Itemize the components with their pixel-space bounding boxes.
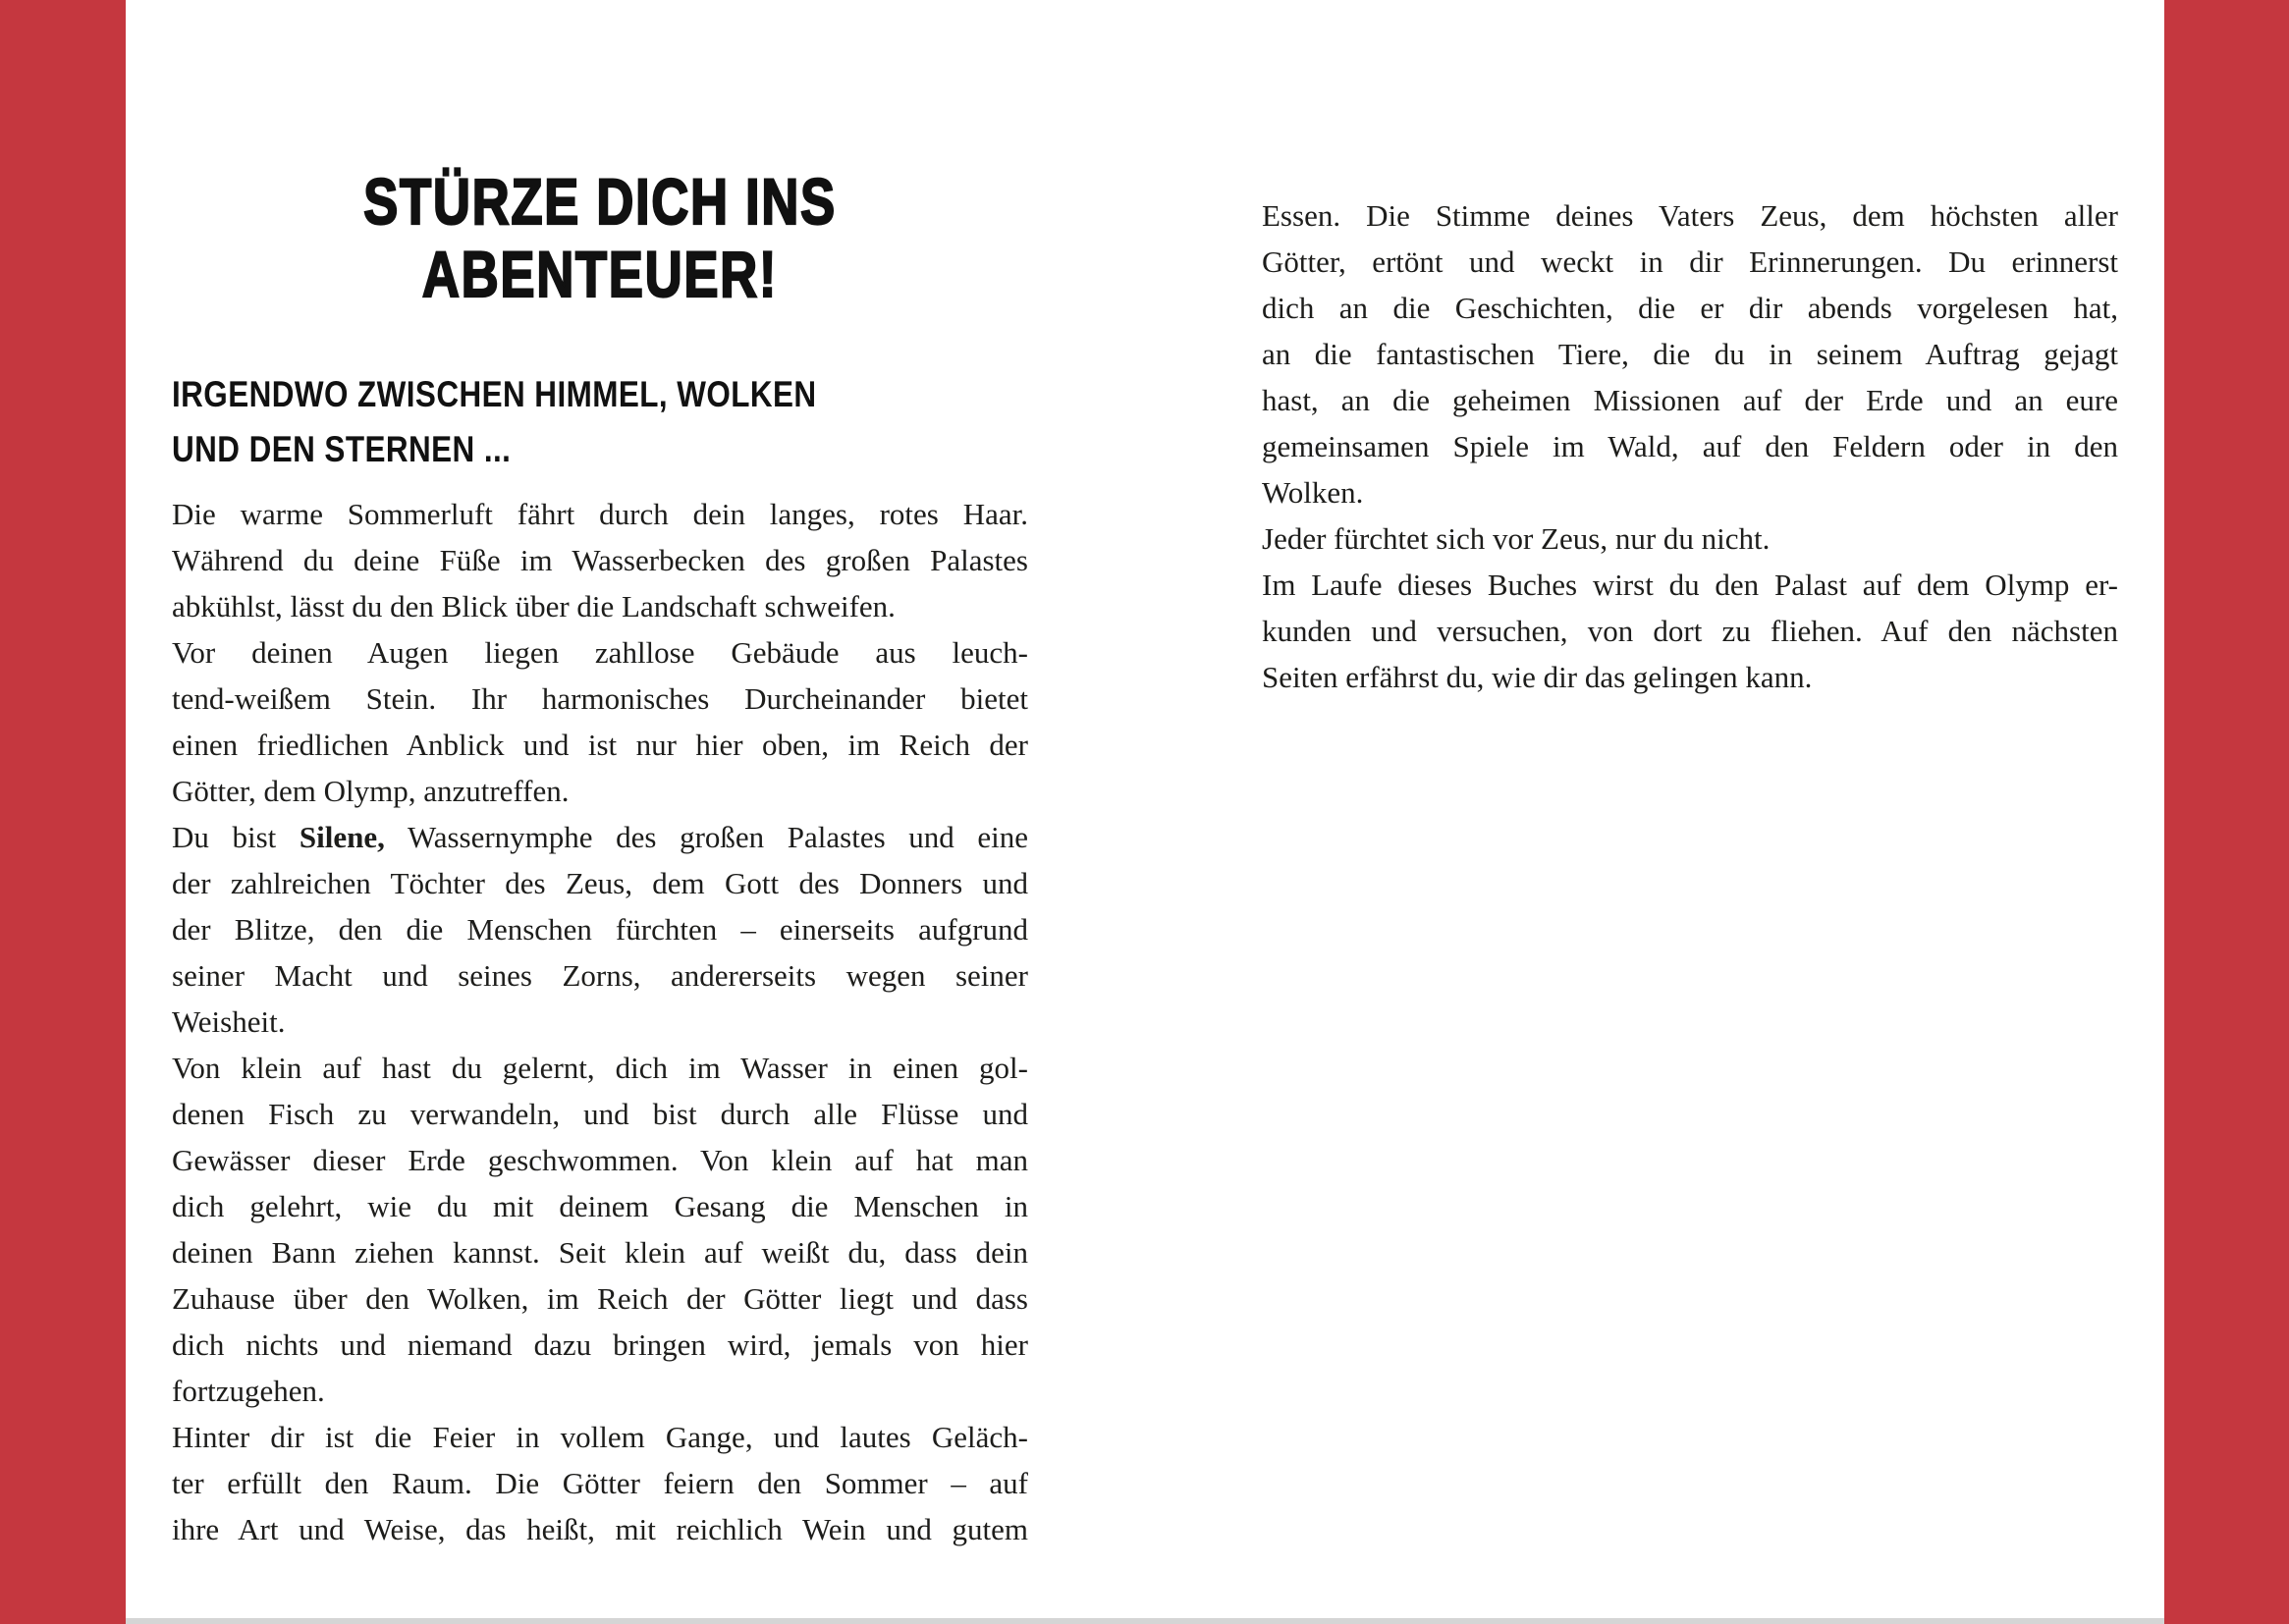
text-line: Gewässer dieser Erde geschwommen. Von klein auf hat man [172,1143,1028,1177]
text-span: Du bist [172,820,277,854]
text-line: Essen. Die Stimme deines Vaters Zeus, dem höchsten aller [1262,198,2118,233]
paragraph [1262,192,2118,515]
text-line-with-bold-name [172,814,1028,860]
text-line: Götter, dem Olymp, anzutreffen. [172,774,570,808]
right-page-column [1262,192,2118,700]
character-name-bold: Silene, [299,820,385,854]
text-line: dich nichts und niemand dazu bringen wird, jemals von hier [172,1327,1028,1362]
paragraph [172,491,1028,629]
page-title [257,165,943,310]
paragraph [172,1045,1028,1414]
text-line: dich an die Geschichten, die er dir abends vorgelesen hat, [1262,291,2118,325]
paragraph [172,629,1028,814]
text-line: der Blitze, den die Menschen fürchten – einerseits aufgrund [172,912,1028,947]
left-page-body-text [172,491,1028,1552]
paragraph [172,814,1028,860]
text-line: deinen Bann ziehen kannst. Seit klein auf weißt du, dass dein [172,1235,1028,1270]
text-line: Götter, ertönt und weckt in dir Erinnerungen. Du erinnerst [1262,244,2118,279]
text-line: Von klein auf hast du gelernt, dich im Wasser in einen gol- [172,1051,1028,1085]
text-line: Zuhause über den Wolken, im Reich der Götter liegt und dass [172,1281,1028,1316]
text-line: Jeder fürchtet sich vor Zeus, nur du nicht. [1262,521,1771,556]
text-line: abkühlst, lässt du den Blick über die Landschaft schweifen. [172,589,896,623]
text-line: fortzugehen. [172,1374,325,1408]
text-line: Während du deine Füße im Wasserbecken des großen Palastes [172,543,1028,577]
text-line: dich gelehrt, wie du mit deinem Gesang die Menschen in [172,1189,1028,1223]
text-line: Im Laufe dieses Buches wirst du den Palast auf dem Olymp er- [1262,568,2118,602]
text-line: kunden und versuchen, von dort zu fliehen. Auf den nächsten [1262,614,2118,648]
text-line: hast, an die geheimen Missionen auf der Erde und an eure [1262,383,2118,417]
text-line: gemeinsamen Spiele im Wald, auf den Feldern oder in den [1262,429,2118,463]
text-line: der zahlreichen Töchter des Zeus, dem Gott des Donners und [172,866,1028,900]
text-span: Wassernymphe des großen Palastes und eine [407,820,1028,854]
paragraph [1262,562,2118,700]
text-line: Hinter dir ist die Feier in vollem Gange, und lautes Geläch- [172,1420,1028,1454]
left-red-border [0,0,126,1624]
right-page-body-text [1262,192,2118,700]
text-line: einen friedlichen Anblick und ist nur hier oben, im Reich der [172,728,1028,762]
page-title-line: STÜRZE DICH INS [363,165,837,238]
text-line: Weisheit. [172,1004,286,1039]
text-line: an die fantastischen Tiere, die du in seinem Auftrag gejagt [1262,337,2118,371]
text-line: Wolken. [1262,475,1364,510]
text-line: Die warme Sommerluft fährt durch dein langes, rotes Haar. [172,497,1028,531]
right-red-border [2164,0,2289,1624]
text-line: ter erfüllt den Raum. Die Götter feiern den Sommer – auf [172,1466,1028,1500]
text-line: tend-weißem Stein. Ihr harmonisches Durcheinander bietet [172,681,1028,716]
page-title-line: ABENTEUER! [421,238,779,310]
section-subheading [172,367,899,477]
text-line: ihre Art und Weise, das heißt, mit reichlich Wein und gutem [172,1512,1028,1546]
text-line: Vor deinen Augen liegen zahllose Gebäude aus leuch- [172,635,1028,670]
text-line: denen Fisch zu verwandeln, und bist durch alle Flüsse und [172,1097,1028,1131]
left-page-column [172,0,1028,1624]
paragraph [1262,515,2118,562]
text-line: Seiten erfährst du, wie dir das gelingen kann. [1262,660,1813,694]
subheading-line: UND DEN STERNEN ... [172,429,512,469]
text-line: seiner Macht und seines Zorns, andererseits wegen seiner [172,958,1028,993]
subheading-line: IRGENDWO ZWISCHEN HIMMEL, WOLKEN [172,374,817,414]
paragraph [172,860,1028,1045]
paragraph [172,1414,1028,1552]
